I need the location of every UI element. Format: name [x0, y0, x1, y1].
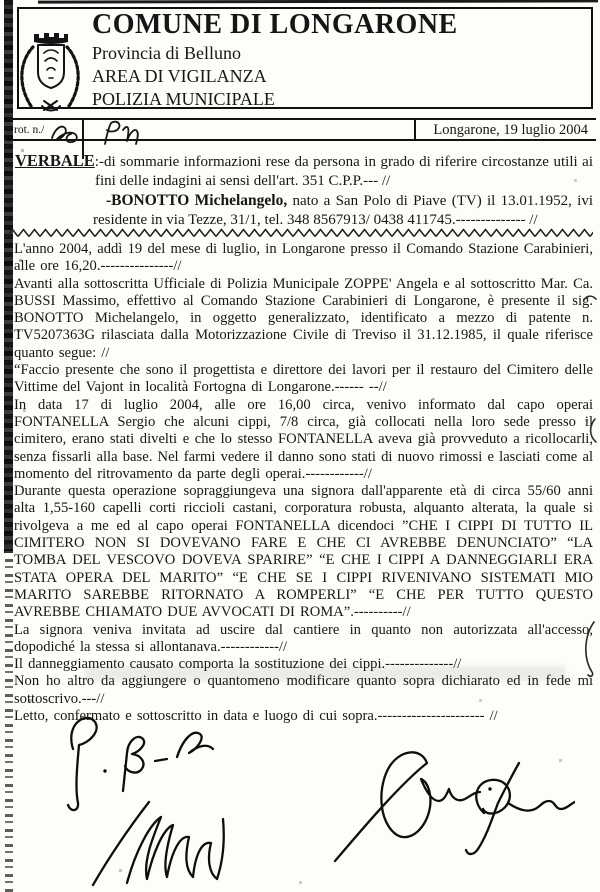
margin-pen-mark-icon: [580, 620, 598, 680]
handwritten-signature-top-left-icon: [68, 718, 213, 810]
scan-binding-edge-artifact: [4, 0, 13, 553]
body-paragraph: Letto, confermato e sottoscritto in data e luogo di cui sopra.---------------------- //: [14, 708, 498, 725]
verbale-intro: [15, 151, 593, 230]
comune-title: COMUNE DI LONGARONE: [92, 9, 458, 40]
margin-curl-icon: [586, 418, 598, 444]
subject-details: nato a San Polo di Piave (TV) il 13.01.1952, ivi residente in via Tezze, 31/1, tel. 348 8567913/ 0438 411745.-------------- //: [93, 193, 593, 228]
handwritten-initials-pm-icon: [96, 120, 140, 148]
police-subtitle: POLIZIA MUNICIPALE: [92, 89, 275, 109]
margin-tick-icon: [583, 292, 597, 304]
protocol-number-label: rot. n./: [14, 124, 45, 136]
protocol-row: [6, 118, 596, 141]
verbale-heading-paragraph: [15, 151, 593, 191]
body-paragraph: Durante questa operazione sopraggiungeva una signora dall'apparente età di circa 55/60 anni alta 1,55-160 capelli corti riccioli castani, corporatura robusta, alquanto alterata, la quale si rivolgeva a me ed al capo operai FONTANELLA dicendoci ”CHE I CIPPI DI TUTTO IL CIMITERO NON SI DOVEVANO FARE E CHE CI AVREBBE DENUNCIATO” “LA TOMBA DEL VESCOVO DOVEVA SPARIRE” “E CHE I CIPPI A DANNEGGIARLI ERA STATA OPERA DEL MARITO” “E CHE SE I CIPPI RIVENIVANO SISTEMATI MIO MARITO SAREBBE RITORNATO A ROMPERLI” “E CHE PER TUTTO QUESTO AVREBBE CHIAMATO DUE AVVOCATI DI ROMA”.----------//: [14, 483, 593, 621]
body-paragraph: Avanti alla sottoscritta Ufficiale di Polizia Municipale ZOPPE' Angela e al sottoscritto Mar. Ca. BUSSI Massimo, effettivo al Comando Stazione Carabinieri di Longarone, è presente il sig. BONOTTO Michelangelo, in oggetto generalizzato, identificato a mezzo di patente n. TV5207363G rilasciata dalla Motorizzazione Civile di Treviso il 31.12.1985, il quale riferisce quanto segue: //: [14, 275, 593, 361]
coat-of-arms-icon: [14, 28, 86, 114]
province-subtitle: Provincia di Belluno: [92, 43, 241, 63]
zigzag-separator-icon: [7, 228, 593, 239]
letterhead-text: [92, 9, 582, 110]
area-subtitle: AREA DI VIGILANZA: [92, 66, 267, 86]
body-paragraph: Non ho altro da aggiungere o quantomeno modificare quanto sopra dichiarato ed in fede mi sottoscrivo.---//: [14, 673, 593, 707]
handwritten-signature-right-icon: [335, 752, 575, 861]
handwritten-signature-bottom-left-icon: [93, 802, 224, 885]
subject-identification-paragraph: [15, 191, 593, 230]
body-paragraph: “Faccio presente che sono il progettista e direttore dei lavori per il restauro del Cimitero delle Vittime del Vajont in località Fortogna di Longarone.------ --//: [14, 362, 593, 396]
body-paragraph: L'anno 2004, addì 19 del mese di luglio, in Longarone presso il Comando Stazione Carabinieri, alle ore 16,20.---------------//: [14, 241, 593, 275]
body-paragraph: In data 17 di luglio 2004, alle ore 16,00 circa, venivo informato dal capo operai FONTANELLA Sergio che alcuni cippi, 7/8 circa, già collocati nella loro sede presso il cimitero, erano stati divelti e che lo stesso FONTANELLA aveva già provveduto a ricollocarli, senza fissarli alla base. Nel farmi vedere il danno sono stati di nuovo rimossi e lasciati come al momento del ritrovamento da parte degli operai.------------//: [14, 396, 593, 482]
body-paragraph: Il danneggiamento causato comporta la sostituzione dei cippi.--------------//: [14, 656, 462, 673]
scan-binding-edge-artifact-lower: [5, 544, 13, 892]
body-paragraph: La signora veniva invitata ad uscire dal cantiere in quanto non autorizzata all'accesso, dopodiché la stessa si allontanava.------------//: [14, 621, 593, 655]
statement-body: [14, 241, 593, 725]
place-date-text: Longarone, 19 luglio 2004: [433, 122, 588, 138]
verbale-description: :-di sommarie informazioni rese da persona in grado di riferire circostanze utili ai fini delle indagini ai sensi dell'art. 351 C.P.P.--- //: [94, 154, 593, 189]
handwritten-protocol-number-scribble-icon: [50, 121, 84, 145]
place-date-box: [414, 120, 596, 139]
signature-block: [35, 705, 575, 890]
verbale-label: VERBALE: [15, 151, 95, 170]
subject-name: -BONOTTO Michelangelo,: [106, 192, 288, 209]
scan-noise-speckles: [0, 0, 1, 1]
scan-top-edge-artifact: [38, 0, 598, 4]
